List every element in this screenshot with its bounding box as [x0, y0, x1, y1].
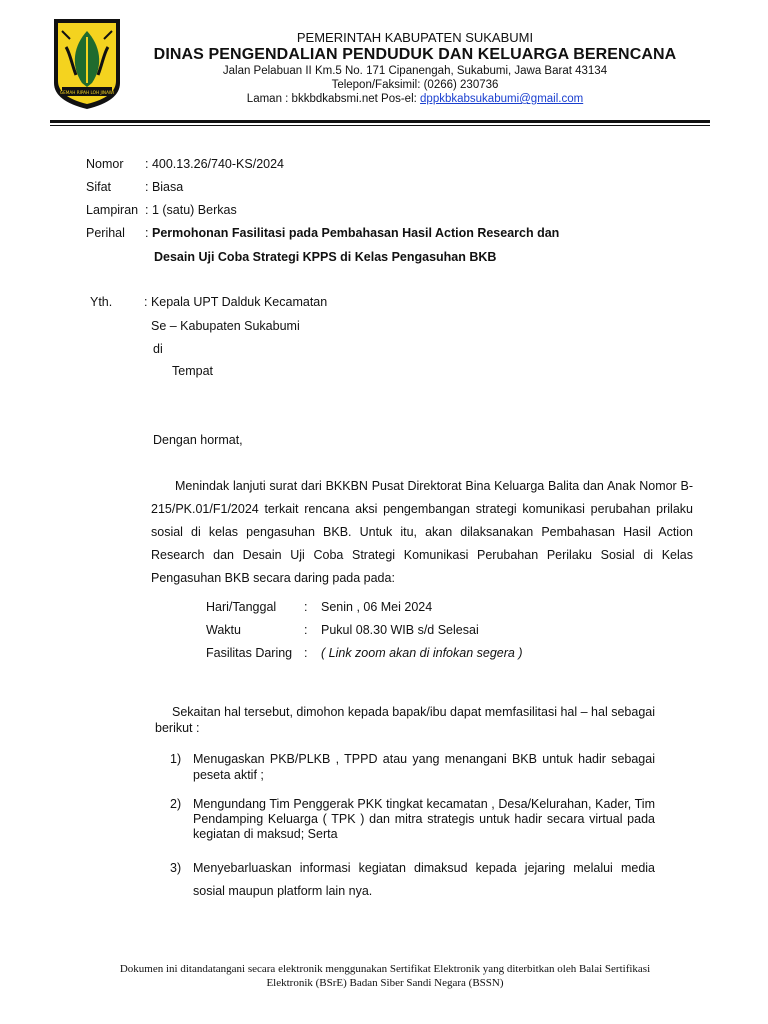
perihal-line-2: Desain Uji Coba Strategi KPPS di Kelas Pengasuhan BKB [154, 250, 497, 264]
list-item-number: 3) [170, 861, 182, 875]
letterhead [130, 30, 700, 106]
email-link[interactable]: dppkbkabsukabumi@gmail.com [420, 93, 584, 105]
sifat-label: Sifat [86, 180, 112, 194]
recipient-line-2: Se – Kabupaten Sukabumi [151, 319, 300, 333]
sifat-value: : Biasa [145, 180, 184, 194]
lampiran-label: Lampiran [86, 203, 139, 217]
schedule-colon-time: : [304, 623, 308, 637]
electronic-signature-note [90, 962, 680, 990]
paragraph-2 [155, 704, 655, 736]
schedule-label-time: Waktu [206, 623, 241, 637]
logo-motto-text: GEMAH RIPAH LOH JINAWI [59, 90, 115, 95]
website-text: Laman : bkkbdkabsmi.net Pos-el: [246, 93, 421, 105]
recipient-line-1: : Kepala UPT Dalduk Kecamatan [144, 295, 328, 309]
paragraph-2-text: Sekaitan hal tersebut, dimohon kepada bapak/ibu dapat memfasilitasi hal – hal sebagai berikut : [155, 705, 655, 735]
footer-line-1: Dokumen ini ditandatangani secara elektronik menggunakan Sertifikat Elektronik yang diterbitkan oleh Balai Sertifikasi [119, 963, 651, 975]
regency-emblem-logo [52, 17, 122, 111]
list-item-text: Menugaskan PKB/PLKB , TPPD atau yang menangani BKB untuk hadir sebagai peseta aktif ; [193, 752, 655, 782]
list-item-text: Menyebarluaskan informasi kegiatan dimaksud kepada jejaring melalui media sosial maupun platform lain nya. [193, 861, 655, 898]
recipient-line-4: Tempat [172, 364, 213, 378]
header-divider-thin [50, 125, 710, 126]
schedule-value-time: Pukul 08.30 WIB s/d Selesai [321, 623, 479, 637]
schedule-label-online: Fasilitas Daring [206, 646, 293, 660]
paragraph-1 [151, 475, 693, 590]
agency-contact [130, 92, 700, 106]
schedule-value-day: Senin , 06 Mei 2024 [321, 600, 433, 614]
recipient-line-3: di [153, 342, 163, 356]
yth-label: Yth. [90, 295, 113, 309]
paragraph-1-text: Menindak lanjuti surat dari BKKBN Pusat Direktorat Bina Keluarga Balita dan Anak Nomor B-215/PK.01/F1/2024 terkait rencana aksi pengembangan strategi komunikasi perubahan prilaku sosial di kelas pengasuhan BKB. Untuk itu, akan dilaksanakan Pembahasan Hasil Action Research dan Desain Uji Coba Strategi Komunikasi Perubahan Perilaku Sosial di Kelas Pengasuhan BKB secara daring pada pada: [151, 479, 693, 585]
agency-phone: Telepon/Faksimil: (0266) 230736 [331, 79, 499, 91]
list-item-number: 1) [170, 752, 182, 766]
perihal-label: Perihal [86, 226, 125, 240]
perihal-colon: : [145, 226, 149, 240]
footer-line-2: Elektronik (BSrE) Badan Siber Sandi Negara (BSSN) [266, 977, 504, 989]
nomor-value: : 400.13.26/740-KS/2024 [145, 157, 285, 171]
lampiran-value: : 1 (satu) Berkas [145, 203, 237, 217]
list-item-text: Mengundang Tim Penggerak PKK tingkat kecamatan , Desa/Kelurahan, Kader, Tim Pendamping Keluarga ( TPK ) dan mitra strategis untuk hadir secara virtual pada kegiatan di maksud; Serta [193, 797, 655, 841]
agency-name: DINAS PENGENDALIAN PENDUDUK DAN KELUARGA BERENCANA [153, 46, 677, 63]
schedule-label-day: Hari/Tanggal [206, 600, 277, 614]
greeting: Dengan hormat, [153, 433, 243, 447]
header-divider-thick [50, 120, 710, 123]
schedule-value-online: ( Link zoom akan di infokan segera ) [321, 646, 523, 660]
schedule-colon-online: : [304, 646, 308, 660]
list-item-number: 2) [170, 797, 182, 811]
schedule-colon-day: : [304, 600, 308, 614]
government-name: PEMERINTAH KABUPATEN SUKABUMI [296, 30, 534, 45]
nomor-label: Nomor [86, 157, 124, 171]
agency-address: Jalan Pelabuan II Km.5 No. 171 Cipanengah, Sukabumi, Jawa Barat 43134 [222, 65, 608, 77]
perihal-line-1: Permohonan Fasilitasi pada Pembahasan Hasil Action Research dan [152, 226, 560, 240]
